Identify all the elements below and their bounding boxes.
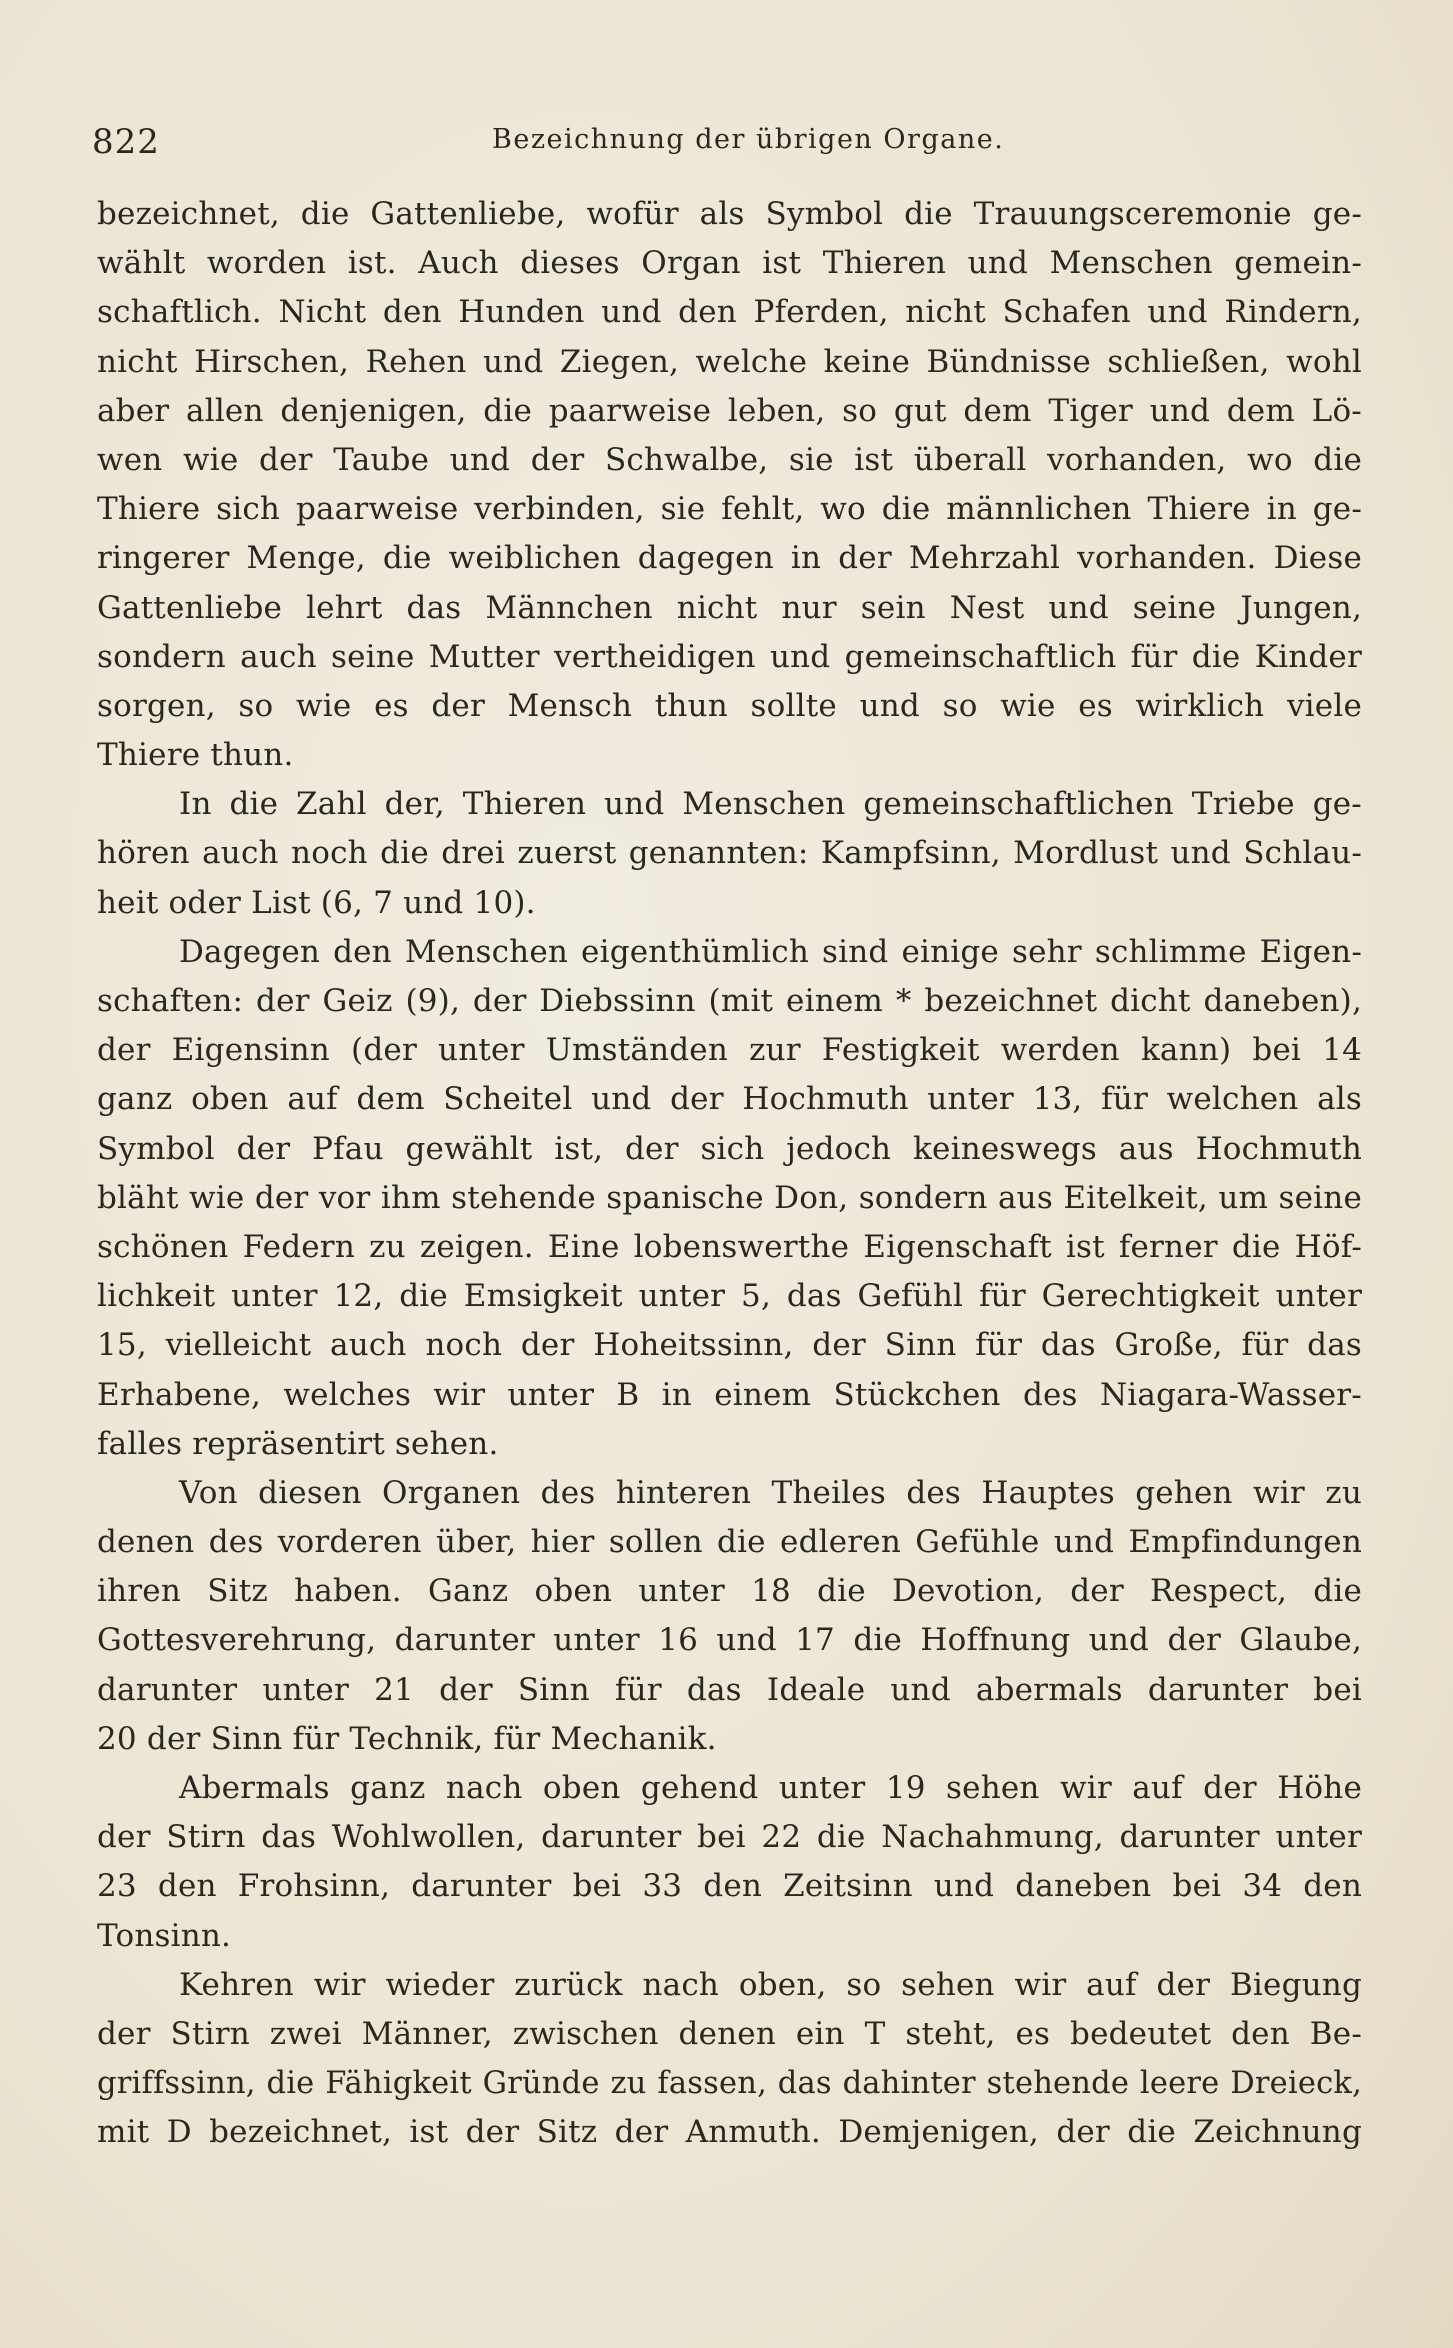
text-line: der Stirn zwei Männer, zwischen denen ein T steht, es bedeutet den Be- (97, 2015, 1362, 2052)
body-text (97, 190, 1362, 2158)
text-line: bläht wie der vor ihm stehende spanische Don, sondern aus Eitelkeit, um seine (97, 1179, 1362, 1216)
text-line: ringerer Menge, die weiblichen dagegen in der Mehrzahl vorhanden. Diese (97, 540, 1362, 577)
text-line: wählt worden ist. Auch dieses Organ ist Thieren und Menschen gemein- (97, 245, 1362, 282)
text-line: 23 den Frohsinn, darunter bei 33 den Zeitsinn und daneben bei 34 den (97, 1868, 1362, 1905)
text-line: Erhabene, welches wir unter B in einem Stückchen des Niagara-Wasser- (97, 1376, 1362, 1413)
text-line: sorgen, so wie es der Mensch thun sollte und so wie es wirklich viele (97, 687, 1362, 724)
text-line: heit oder List (6, 7 und 10). (97, 884, 536, 921)
text-line: Kehren wir wieder zurück nach oben, so sehen wir auf der Biegung (179, 1966, 1362, 2003)
text-line: darunter unter 21 der Sinn für das Ideale und abermals darunter bei (97, 1671, 1362, 1708)
text-line: sondern auch seine Mutter vertheidigen und gemeinschaftlich für die Kinder (97, 638, 1362, 675)
text-line: der Stirn das Wohlwollen, darunter bei 22 die Nachahmung, darunter unter (97, 1819, 1362, 1856)
page-header (92, 112, 1362, 172)
text-line: lichkeit unter 12, die Emsigkeit unter 5, das Gefühl für Gerechtigkeit unter (97, 1278, 1362, 1315)
text-line: 20 der Sinn für Technik, für Mechanik. (97, 1720, 717, 1757)
text-line: Tonsinn. (97, 1917, 232, 1954)
text-line: aber allen denjenigen, die paarweise leben, so gut dem Tiger und dem Lö- (97, 392, 1362, 429)
text-line: nicht Hirschen, Rehen und Ziegen, welche keine Bündnisse schließen, wohl (97, 343, 1362, 380)
text-line: hören auch noch die drei zuerst genannten: Kampfsinn, Mordlust und Schlau- (97, 835, 1362, 872)
page-number: 822 (92, 122, 160, 162)
text-line: mit D bezeichnet, ist der Sitz der Anmuth. Demjenigen, der die Zeichnung (97, 2114, 1362, 2151)
text-line: schaftlich. Nicht den Hunden und den Pferden, nicht Schafen und Rindern, (97, 294, 1362, 331)
text-line: wen wie der Taube und der Schwalbe, sie ist überall vorhanden, wo die (97, 441, 1362, 478)
text-line: Von diesen Organen des hinteren Theiles des Hauptes gehen wir zu (179, 1474, 1362, 1511)
text-line: der Eigensinn (der unter Umständen zur Festigkeit werden kann) bei 14 (97, 1032, 1362, 1069)
text-line: schaften: der Geiz (9), der Diebssinn (mit einem * bezeichnet dicht daneben), (97, 983, 1362, 1019)
text-line: Abermals ganz nach oben gehend unter 19 sehen wir auf der Höhe (179, 1770, 1362, 1806)
text-line: Gottesverehrung, darunter unter 16 und 17 die Hoffnung und der Glaube, (97, 1622, 1362, 1659)
text-line: In die Zahl der, Thieren und Menschen gemeinschaftlichen Triebe ge- (179, 786, 1362, 823)
text-line: Dagegen den Menschen eigenthümlich sind einige sehr schlimme Eigen- (179, 933, 1362, 970)
text-line: bezeichnet, die Gattenliebe, wofür als Symbol die Trauungsceremonie ge- (97, 196, 1362, 232)
text-line: Gattenliebe lehrt das Männchen nicht nur sein Nest und seine Jungen, (97, 589, 1362, 626)
text-line: griffssinn, die Fähigkeit Gründe zu fassen, das dahinter stehende leere Dreieck, (97, 2066, 1362, 2102)
text-line: 15, vielleicht auch noch der Hoheitssinn, der Sinn für das Große, für das (97, 1327, 1362, 1364)
text-line: schönen Federn zu zeigen. Eine lobenswerthe Eigenschaft ist ferner die Höf- (97, 1228, 1362, 1265)
text-line: Thiere thun. (97, 737, 294, 774)
text-line: falles repräsentirt sehen. (97, 1425, 499, 1462)
text-line: ganz oben auf dem Scheitel und der Hochmuth unter 13, für welchen als (97, 1081, 1362, 1118)
text-line: ihren Sitz haben. Ganz oben unter 18 die Devotion, der Respect, die (97, 1573, 1362, 1610)
text-line: Thiere sich paarweise verbinden, sie fehlt, wo die männlichen Thiere in ge- (97, 491, 1362, 528)
text-line: denen des vorderen über, hier sollen die edleren Gefühle und Empfindungen (97, 1524, 1362, 1561)
running-head: Bezeichnung der übrigen Organe. (492, 124, 1005, 155)
text-line: Symbol der Pfau gewählt ist, der sich jedoch keineswegs aus Hochmuth (97, 1130, 1362, 1167)
